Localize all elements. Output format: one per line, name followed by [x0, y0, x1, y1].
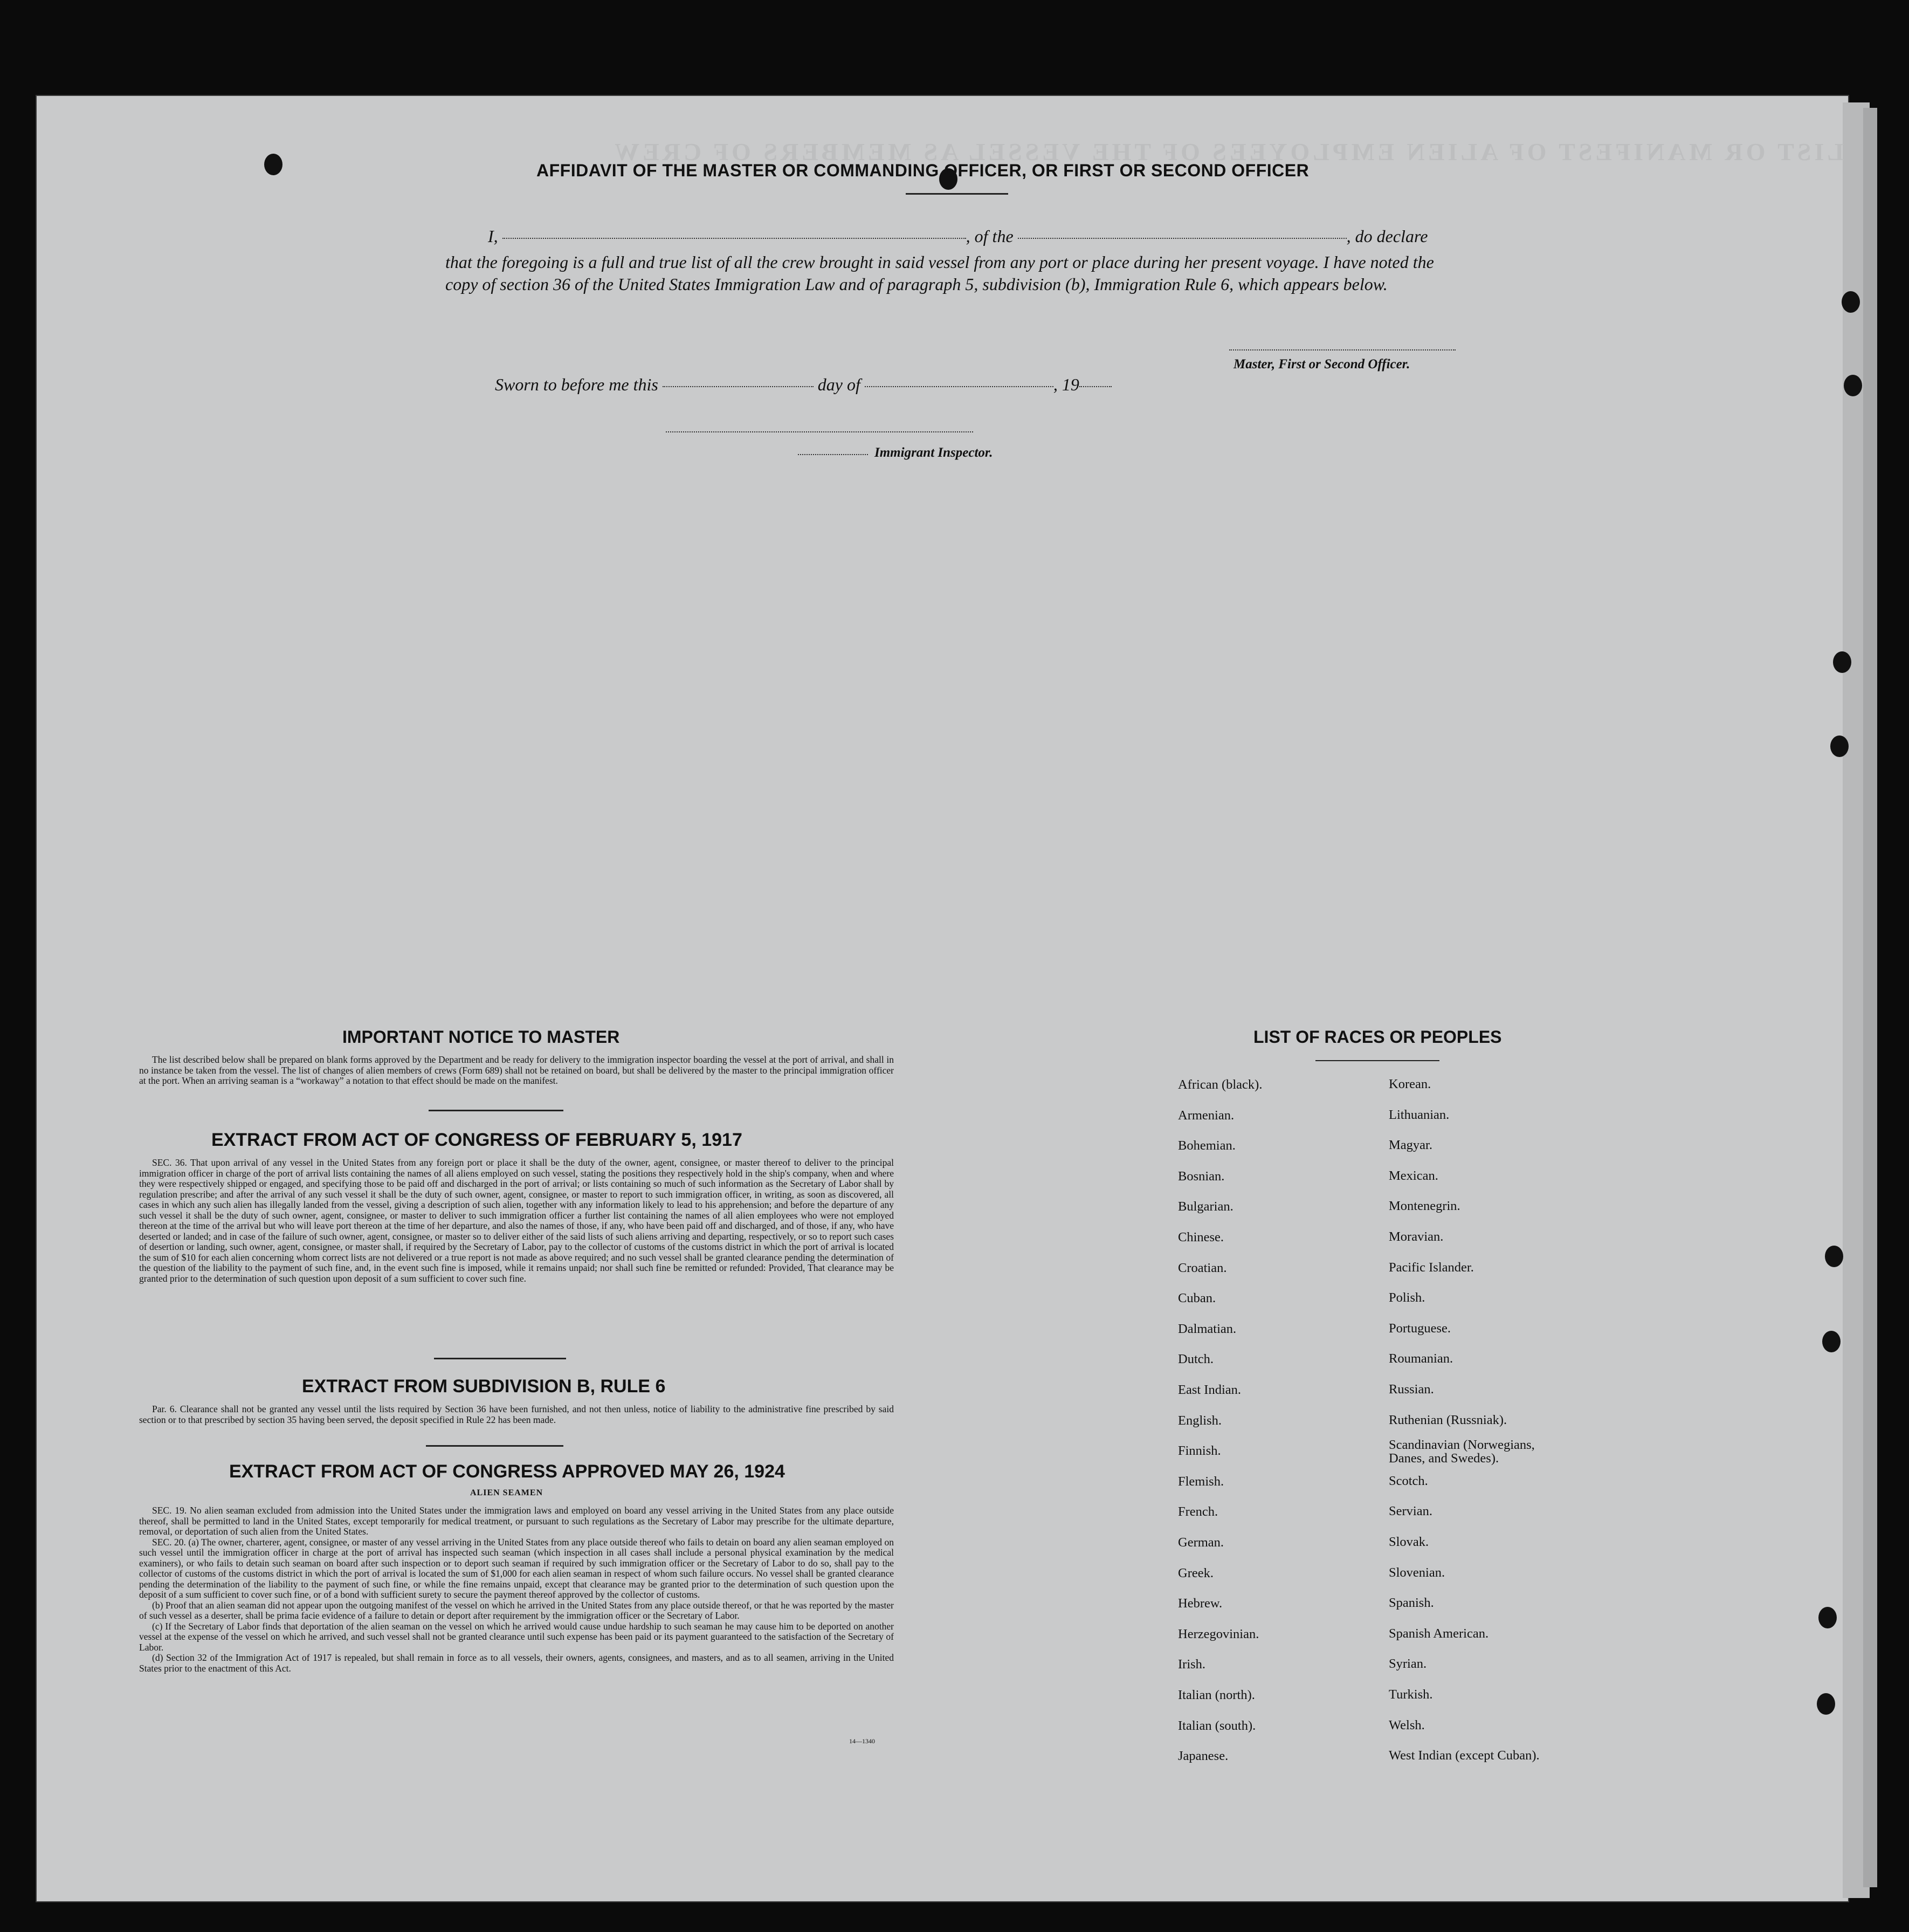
race-item: Mexican. [1389, 1168, 1438, 1183]
race-item: Armenian. [1178, 1108, 1235, 1123]
race-item: Korean. [1389, 1077, 1431, 1091]
sec20b-paragraph: (b) Proof that an alien seaman did not appear upon the outgoing manifest of the vessel on which he arrived in the United States from any place outside thereof, or that he was reported by the master of such vessel as a deserter, shall be prima facie evidence of a failure to detain or deport after requirement by the immigration officer or the Secretary of Labor. [139, 1599, 894, 1621]
sec20a-paragraph: SEC. 20. (a) The owner, charterer, agent, consignee, or master of any vessel arriving in the United States from any place outside thereof who fails to detain on board any alien seaman employed on such vessel until the immigration officer in charge at the port of arrival has inspected such seaman (which inspection in all cases shall include a personal physical examination by the medical examiners), or who fails to detain such seaman on board after such inspection or to deport such seaman if required by such immigration officer or the Secretary of Labor to do so, shall pay to the collector of customs of the customs district in which the port of arrival is located the sum of $1,000 for each alien seaman in respect of whom such failure occurs. No vessel shall be granted clearance pending the determination of the liability to the payment of such fine, or while the fine remains unpaid, except that clearance may be granted prior to the determination of such question upon the deposit of a sum sufficient to cover such fine, or of a bond with sufficient surety to secure the payment thereof approved by the collector of customs. [139, 1536, 894, 1600]
inspector-caption: Immigrant Inspector. [874, 445, 993, 460]
affidavit-do-declare: , do declare [1346, 226, 1428, 246]
race-item: Russian. [1389, 1382, 1434, 1397]
race-item: Bulgarian. [1178, 1199, 1233, 1214]
sworn-day-field[interactable] [663, 386, 814, 387]
sec20d-paragraph: (d) Section 32 of the Immigration Act of 1917 is repealed, but shall remain in force as to all vessels, their owners, agents, consignees, and masters, and as to all seamen, arriving in the United States prior to the enactment of this Act. [139, 1652, 894, 1674]
affidavit-title: AFFIDAVIT OF THE MASTER OR COMMANDING OFFICER, OR FIRST OR SECOND OFFICER [536, 161, 1310, 180]
title-rule [906, 193, 1008, 195]
year-prefix: , 19 [1053, 375, 1079, 394]
punch-hole [1818, 1607, 1837, 1628]
extract-1917-title: EXTRACT FROM ACT OF CONGRESS OF FEBRUARY 5, 1917 [211, 1130, 742, 1150]
race-item: Pacific Islander. [1389, 1260, 1474, 1275]
race-item: West Indian (except Cuban). [1389, 1748, 1540, 1763]
signature-caption: Master, First or Second Officer. [1233, 357, 1410, 372]
race-item: Chinese. [1178, 1230, 1224, 1245]
race-item: Bohemian. [1178, 1138, 1236, 1153]
race-item: Dutch. [1178, 1352, 1214, 1367]
race-item: Cuban. [1178, 1291, 1216, 1306]
race-item: East Indian. [1178, 1383, 1242, 1397]
affidavit-body: that the foregoing is a full and true list of all the crew brought in said vessel from any port or place during her present voyage. I have noted the copy of section 36 of the United States Immigration Law and of paragraph 5, subdivision (b), Immigration Rule 6, which appears below. [445, 252, 1434, 294]
day-of-label: day of [817, 375, 860, 394]
races-rule [1315, 1060, 1439, 1061]
section-rule [429, 1110, 563, 1111]
inspector-lead-dots [798, 454, 868, 455]
race-item: Roumanian. [1389, 1351, 1453, 1366]
par6-paragraph: Par. 6. Clearance shall not be granted any vessel until the lists required by Section 36 have been furnished, and not then unless, notice of liability to the administrative fine prescribed by said section or to that prescribed by section 35 having been served, the deposit specified in Rule 22 has been made. [139, 1404, 894, 1425]
race-item: Ruthenian (Russniak). [1389, 1412, 1507, 1427]
race-item: Scandinavian (Norwegians, Danes, and Swedes). [1389, 1438, 1535, 1466]
punch-hole [1833, 651, 1851, 673]
race-item: French. [1178, 1504, 1218, 1520]
bleed-through-heading: LIST OR MANIFEST OF ALIEN EMPLOYEES OF THE VESSEL AS MEMBERS OF CREW [611, 138, 1844, 166]
sworn-month-field[interactable] [865, 386, 1053, 387]
race-item: African (black). [1178, 1077, 1263, 1092]
race-item: Finnish. [1178, 1443, 1221, 1459]
notice-title: IMPORTANT NOTICE TO MASTER [342, 1027, 620, 1047]
page-edge-back [1863, 108, 1877, 1887]
affidavit-of-the: , of the [966, 226, 1014, 246]
race-item: Scotch. [1389, 1473, 1428, 1488]
race-item: Welsh. [1389, 1717, 1425, 1732]
race-item: Herzegovinian. [1178, 1626, 1259, 1641]
race-item: Turkish. [1389, 1687, 1433, 1702]
race-item: Dalmatian. [1178, 1321, 1237, 1336]
extract-1917-text [139, 1158, 894, 1284]
form-number: 14—1340 [849, 1737, 875, 1745]
race-item: Montenegrin. [1389, 1199, 1460, 1214]
sworn-label: Sworn to before me this [495, 375, 658, 394]
punch-hole [1822, 1331, 1841, 1352]
race-item: Portuguese. [1389, 1321, 1451, 1336]
affidavit-declaration-line [488, 226, 1428, 246]
punch-hole [264, 154, 282, 175]
sec20c-paragraph: (c) If the Secretary of Labor finds that deportation of the alien seaman on the vessel on which he arrived would cause undue hardship to such seaman he may cause him to be deported on another vessel at the expense of the vessel on which he arrived, and such vessel shall not be granted clearance until such expense has been paid or its payment guaranteed to the satisfaction of the Secretary of Labor. [139, 1620, 894, 1653]
race-item: Croatian. [1178, 1260, 1227, 1275]
race-item: Spanish American. [1389, 1626, 1489, 1641]
section-rule [426, 1445, 563, 1447]
race-item: Hebrew. [1178, 1596, 1223, 1611]
race-item: Moravian. [1389, 1229, 1444, 1244]
race-item: Servian. [1389, 1504, 1432, 1519]
race-item: English. [1178, 1413, 1222, 1428]
punch-hole [1825, 1246, 1843, 1267]
notice-paragraph: The list described below shall be prepared on blank forms approved by the Department and be ready for delivery to the immigration inspector boarding the vessel at the port of arrival, and shall in no instance be taken from the vessel. The list of changes of alien members of crews (Form 689) shall not be retained on board, but shall be delivered by the master to the principal immigration officer at the port. When an arriving seaman is a “workaway” a notation to that effect should be made on the manifest. [139, 1054, 894, 1086]
race-item: Polish. [1389, 1290, 1425, 1305]
inspector-signature-line[interactable] [666, 431, 973, 432]
extract-rule6-title: EXTRACT FROM SUBDIVISION B, RULE 6 [302, 1376, 666, 1397]
section-rule [434, 1358, 566, 1359]
alien-seamen-subtitle: ALIEN SEAMEN [470, 1488, 543, 1497]
sec19-paragraph: SEC. 19. No alien seaman excluded from admission into the United States under the immigration laws and employed on board any vessel arriving in the United States from any place outside thereof, shall be permitted to land in the United States, except temporarily for medical treatment, or pursuant to such regulations as the Secretary of Labor may prescribe for the ultimate departure, removal, or deportation of such alien from the United States. [139, 1505, 894, 1537]
sworn-year-field[interactable] [1079, 386, 1112, 387]
race-item: German. [1178, 1535, 1224, 1550]
race-item: Lithuanian. [1389, 1107, 1450, 1122]
punch-hole [1844, 375, 1862, 396]
race-item: Flemish. [1178, 1474, 1224, 1489]
signature-line[interactable] [1229, 349, 1456, 350]
notice-text [139, 1055, 894, 1087]
race-item: Spanish. [1389, 1596, 1434, 1611]
race-item: Slovenian. [1389, 1565, 1445, 1580]
race-item: Syrian. [1389, 1656, 1427, 1672]
vessel-field[interactable] [1018, 238, 1347, 239]
extract-1924-text [139, 1505, 894, 1674]
race-item: Italian (south). [1178, 1718, 1256, 1733]
race-item: Slovak. [1389, 1535, 1429, 1549]
sec36-paragraph: SEC. 36. That upon arrival of any vessel in the United States from any foreign port or place it shall be the duty of the owner, agent, consignee, or master thereof to deliver to the principal immigration officer in charge of the port of arrival lists containing the names of all aliens employed on such vessel, stating the positions they respectively hold in the ship's company, when and where they were respectively shipped or engaged, and specifying those to be paid off and discharged in the port of arrival; or lists containing so much of such information as the Secretary of Labor shall by regulation prescribe; and after the arrival of any such vessel it shall be the duty of such owner, agent, consignee, or master to report to such immigration officer, in writing, as soon as discovered, all cases in which any such alien has illegally landed from the vessel, giving a description of such alien, together with any information likely to lead to his apprehension; and before the departure of any such vessel it shall be the duty of such owner, agent, consignee, or master to deliver to such immigration officer a further list containing the names of all alien employees who were not employed thereon at the time of the arrival but who will leave port thereon at the time of her departure, and also the names of those, if any, who have been paid off and discharged, and of those, if any, who have deserted or landed; and in case of the failure of such owner, agent, consignee, or master so to deliver either of the said lists of such aliens arriving and departing, respectively, or so to report such cases of desertion or landing, such owner, agent, consignee, or master shall, if required by the Secretary of Labor, pay to the collector of customs of the customs district in which the port of arrival is located the sum of $10 for each alien concerning whom correct lists are not delivered or a true report is not made as above required; and no such vessel shall be granted clearance pending the determination of the question of the liability to the payment of such fine, and, in the event such fine is imposed, while it remains unpaid; nor shall such fine be remitted or refunded: Provided, That clearance may be granted prior to the determination of such question upon deposit of a sum sufficient to cover such fine. [139, 1157, 894, 1284]
race-item: Greek. [1178, 1565, 1214, 1580]
extract-1924-title: EXTRACT FROM ACT OF CONGRESS APPROVED MAY 26, 1924 [229, 1461, 785, 1482]
punch-hole [1817, 1693, 1835, 1715]
race-item: Japanese. [1178, 1749, 1229, 1764]
race-item: Italian (north). [1178, 1688, 1255, 1702]
affidavit-i: I, [488, 226, 498, 246]
race-item: Irish. [1178, 1657, 1206, 1672]
punch-hole [1842, 291, 1860, 313]
punch-hole [1830, 735, 1849, 757]
race-item: Bosnian. [1178, 1168, 1225, 1184]
race-item: Magyar. [1389, 1138, 1432, 1153]
sworn-line [495, 375, 1112, 395]
name-field[interactable] [502, 238, 966, 239]
extract-rule6-text [139, 1404, 894, 1425]
races-title: LIST OF RACES OR PEOPLES [1253, 1027, 1502, 1047]
